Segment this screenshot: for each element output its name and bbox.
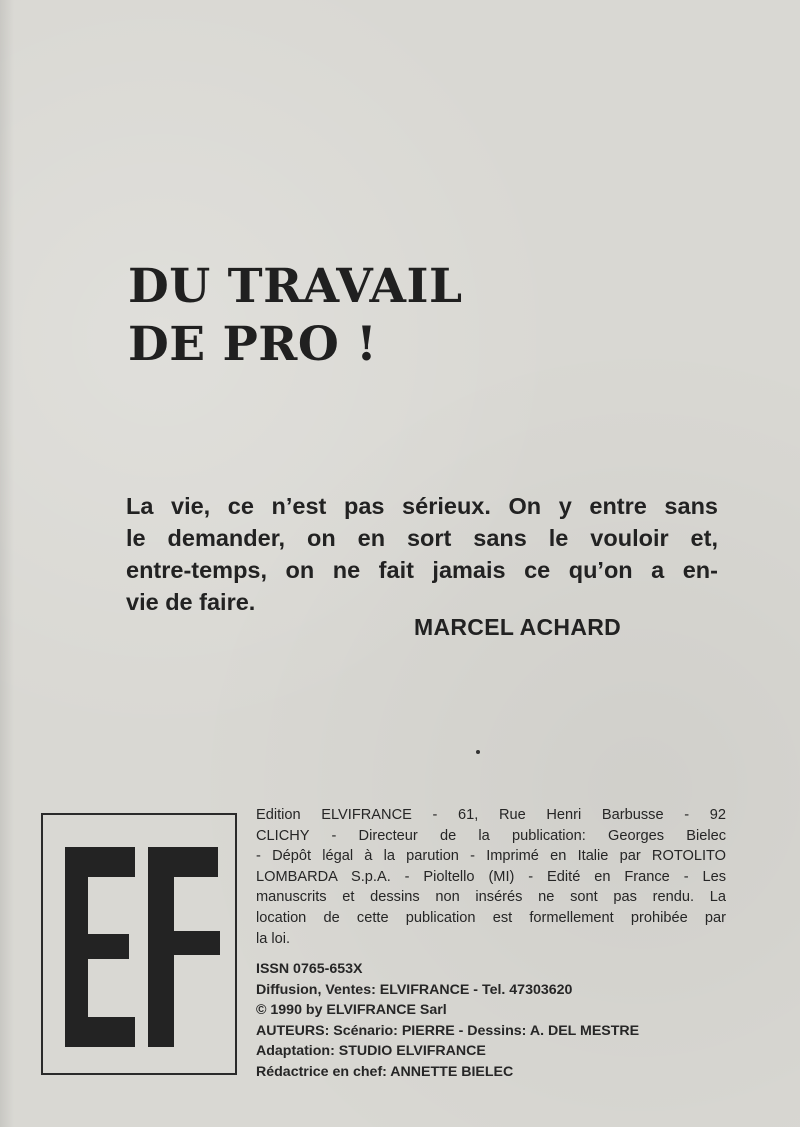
- legal-line-3: - Dépôt légal à la parution - Imprimé en Italie par ROTOLITO: [256, 848, 726, 865]
- quote-line-3: entre-temps, on ne fait jamais ce qu’on a en-: [126, 557, 718, 583]
- issn: ISSN 0765-653X: [256, 961, 363, 977]
- quote-line-4: vie de faire.: [126, 589, 256, 615]
- title-line-1: DU TRAVAIL: [128, 259, 463, 314]
- ink-dot: [476, 750, 480, 754]
- legal-line-4: LOMBARDA S.p.A. - Pioltello (MI) - Edité en France - Les: [256, 868, 726, 885]
- authors: AUTEURS: Scénario: PIERRE - Dessins: A. DEL MESTRE: [256, 1022, 640, 1039]
- legal-line-7: la loi.: [256, 930, 291, 947]
- credits: [256, 959, 639, 1083]
- editor-in-chief: Rédactrice en chef: ANNETTE BIELEC: [256, 1063, 514, 1080]
- legal-line-1: Edition ELVIFRANCE - 61, Rue Henri Barbusse - 92: [256, 807, 726, 823]
- quote: [126, 490, 718, 618]
- legal-notice: [256, 805, 726, 949]
- copyright: © 1990 by ELVIFRANCE Sarl: [256, 1002, 447, 1019]
- distribution: Diffusion, Ventes: ELVIFRANCE - Tel. 47303620: [256, 981, 573, 998]
- page-edge: [0, 0, 14, 1127]
- page-title: [128, 258, 463, 374]
- legal-line-5: manuscrits et dessins non insérés ne sont pas rendu. La: [256, 889, 726, 906]
- ef-logo-icon: [43, 815, 235, 1073]
- legal-line-2: CLICHY - Directeur de la publication: Georges Bielec: [256, 827, 726, 844]
- title-line-2: DE PRO !: [128, 317, 378, 372]
- quote-line-2: le demander, on en sort sans le vouloir et,: [126, 525, 718, 551]
- adaptation: Adaptation: STUDIO ELVIFRANCE: [256, 1043, 486, 1060]
- ef-logo: [41, 813, 237, 1075]
- quote-author: MARCEL ACHARD: [414, 614, 622, 640]
- legal-line-6: location de cette publication est formellement prohibée par: [256, 909, 726, 926]
- quote-line-1: La vie, ce n’est pas sérieux. On y entre sans: [126, 493, 718, 519]
